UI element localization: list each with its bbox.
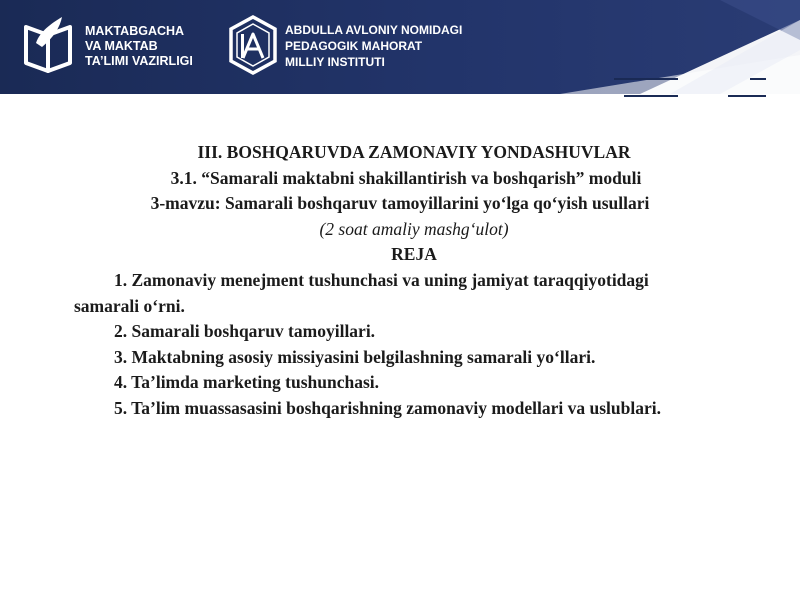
- decor-line: [614, 78, 678, 80]
- topic-title: 3-mavzu: Samarali boshqaruv tamoyillarini yo‘lga qo‘yish usullari: [150, 193, 650, 214]
- plan-item: 1. Zamonaviy menejment tushunchasi va uning jamiyat taraqqiyotidagi samarali o‘rni.: [74, 269, 649, 316]
- ministry-book-logo-icon: [22, 13, 74, 75]
- decor-line: [750, 78, 766, 80]
- ministry-name: [85, 24, 193, 69]
- ministry-name-line: MAKTABGACHA: [85, 24, 185, 38]
- module-title: 3.1. “Samarali maktabni shakillantirish va boshqarish” moduli: [170, 167, 642, 188]
- institute-hexagon-logo-icon: [228, 14, 278, 76]
- institute-name-line: ABDULLA AVLONIY NOMIDAGI: [285, 23, 463, 37]
- header-banner: [0, 0, 800, 94]
- ministry-name-line: TA’LIMI VAZIRLIGI: [85, 54, 193, 68]
- plan-title: REJA: [391, 244, 437, 265]
- plan-item: 4. Ta’limda marketing tushunchasi.: [114, 372, 379, 393]
- section-heading: III. BOSHQARUVDA ZAMONAVIY YONDASHUVLAR: [197, 142, 631, 162]
- plan-item: 5. Ta’lim muassasasini boshqarishning zamonaviy modellari va uslublari.: [114, 397, 662, 418]
- document-body: [0, 140, 800, 422]
- ministry-name-line: VA MAKTAB: [85, 39, 158, 53]
- plan-item: 2. Samarali boshqaruv tamoyillari.: [114, 321, 376, 342]
- institute-name-line: MILLIY INSTITUTI: [285, 55, 385, 69]
- institute-name-line: PEDAGOGIK MAHORAT: [285, 39, 423, 53]
- institute-name: [285, 22, 462, 70]
- plan-item: 3. Maktabning asosiy missiyasini belgilashning samarali yo‘llari.: [114, 346, 596, 367]
- decor-line: [624, 95, 678, 97]
- session-subtitle: (2 soat amaliy mashg‘ulot): [319, 218, 509, 239]
- decor-line: [728, 95, 766, 97]
